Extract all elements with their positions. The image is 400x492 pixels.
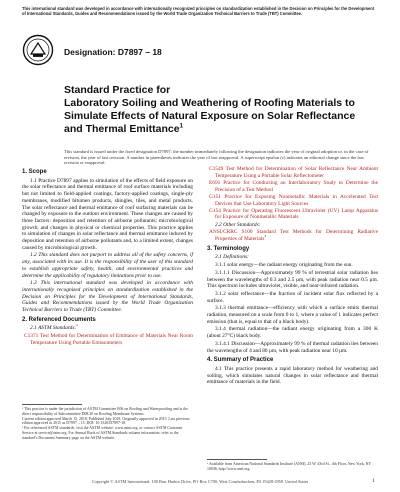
astm-logo-icon xyxy=(22,34,54,66)
section-heading-summary: 4. Summary of Practice xyxy=(207,357,274,364)
title-line-2: Simulate Effects of Natural Exposure on Solar Reflectance xyxy=(64,110,356,122)
page-number: 1 xyxy=(372,479,375,484)
paragraph-3-1-4: 3.1.4 thermal radiation—the radiant energy originating from a 300 K (about 27°C) black body. xyxy=(207,326,378,340)
designation: Designation: D7897 – 18 xyxy=(64,47,162,57)
reference-c1549 xyxy=(207,166,378,179)
reference-c1371 xyxy=(22,333,193,346)
reference-title-e691: Practice for Conducting an Interlaboratory Study to Determine the Precision of a Test Method xyxy=(215,179,378,193)
right-column xyxy=(207,166,378,387)
reference-title-g151: Practice for Exposing Nonmetallic Materials in Accelerated Test Devices that Use Laboratory Light Sources xyxy=(215,193,378,207)
document-title xyxy=(64,84,364,136)
reference-title-ansi-crrc: Standard Test Methods for Determining Radiative Properties of Materials xyxy=(215,229,378,243)
reference-link-g154[interactable]: G154 xyxy=(209,207,221,214)
reference-link-g151[interactable]: G151 xyxy=(209,193,221,200)
title-footnote-marker: 1 xyxy=(179,122,184,130)
footnote-marker-3: 3 xyxy=(264,234,267,239)
reference-ansi-crrc xyxy=(207,229,378,242)
paragraph-2-1-text: 2.1 ASTM Standards: xyxy=(30,325,77,332)
reference-g151 xyxy=(207,194,378,207)
footnote-marker-2: 2 xyxy=(76,323,78,328)
footnote-divider-left xyxy=(22,404,82,405)
reference-g154 xyxy=(207,208,378,221)
paragraph-3-1-2: 3.1.2 solar reflectance—the fraction of incident solar flux reflected by a surface. xyxy=(207,290,378,304)
reference-title-g154: Practice for Operating Fluorescent Ultraviolet (UV) Lamp Apparatus for Exposure of Nonmetallic Materials xyxy=(215,207,378,221)
paragraph-3-1: 3.1 Definitions: xyxy=(215,254,249,261)
paragraph-1-3: 1.3 This international standard was developed in accordance with internationally recognized principles on standardization established in the Decision on Principles for the Development of International Standards, Guides and Recommendations issued by the World Trade Organization Technical Barriers to Trade (TBT) Committee. xyxy=(22,280,193,314)
reference-title-c1371: Test Method for Determination of Emittance of Materials Near Room Temperature Using Portable Emissometers xyxy=(30,333,193,346)
paragraph-3-1-3: 3.1.3 thermal emittance—efficiency with which a surface emits thermal radiation, measured on a scale from 0 to 1, where a value of 1 indicates perfect emission (that is, equal to that of a black body). xyxy=(207,305,378,325)
footnotes-left xyxy=(22,407,193,441)
footnote-2: ² For referenced ASTM standards, visit the ASTM website, www.astm.org, or contact ASTM Customer Service at service@astm.org. For Annual Book of ASTM Standards volume information, refer to the standard's Document Summary page on the ASTM website. xyxy=(22,426,183,440)
paragraph-3-1-4-1: 3.1.4.1 Discussion—Approximately 99 % of thermal radiation lies between the wavelengths of 4 and 80 μm, with peak radiation near 10 μm. xyxy=(207,340,378,354)
paragraph-3-1-1: 3.1.1 solar energy—the radiant energy originating from the sun. xyxy=(215,262,353,269)
standardization-notice: This international standard was developed in accordance with internationally recognized principles on standardization established in the Decision on Principles for the Development of International Standards, Guides and Recommendations issued by the World Trade Organization Technical Barriers to Trade (TBT) Committee. xyxy=(22,6,375,16)
footnotes-right xyxy=(207,462,378,472)
standard-issuance-note: This standard is issued under the fixed designation D7897; the number immediately following the designation indicates the year of original adoption or, in the case of revision, the year of last revision. A number in parentheses indicates the year of last reapproval. A superscript epsilon (ε) indicates an editorial change since the last revision or reapproval. xyxy=(64,149,369,166)
title-prefix: Standard Practice for xyxy=(64,84,171,96)
footnote-divider-right xyxy=(207,459,267,460)
title-line-1: Laboratory Soiling and Weathering of Roofing Materials to xyxy=(64,97,355,109)
reference-link-e691[interactable]: E691 xyxy=(209,179,221,186)
reference-title-c1549: Test Method for Determination of Solar Reflectance Near Ambient Temperature Using a Portable Solar Reflectometer xyxy=(215,166,378,179)
footnote-1-edition: Current edition approved March 15, 2018. Published July 2018. Originally approved in 2015. Last previous edition approved in 2015 as D7897 – 15. DOI: 10.1520/D7897-18. xyxy=(22,416,190,426)
reference-link-c1371[interactable]: C1371 xyxy=(24,333,39,340)
footnote-3: ³ Available from American National Standards Institute (ANSI), 25 W. 43rd St., 4th Floor, New York, NY 10036, http://www.ansi.org. xyxy=(207,462,372,471)
left-column xyxy=(22,166,193,347)
title-line-3 xyxy=(64,123,364,136)
paragraph-1-2: 1.2 This standard does not purport to address all of the safety concerns, if any, associated with its use. It is the responsibility of the user of this standard to establish appropriate safety, health, and environmental practices and determine the applicability of regulatory limitations prior to use. xyxy=(22,252,193,279)
footnote-1: ¹ This practice is under the jurisdiction of ASTM Committee E06 on Roofing and Waterproofing and is the direct responsibility of Subcommittee D08.20 on Roofing Membrane Systems. xyxy=(22,407,188,416)
section-heading-referenced-documents: 2. Referenced Documents xyxy=(22,316,96,323)
paragraph-2-1 xyxy=(22,325,193,332)
reference-link-ansi-crrc[interactable]: ANSI/CRRC S100 xyxy=(209,229,253,236)
paragraph-1-1: 1.1 Practice D7897 applies to simulation of the effects of field exposure on the solar reflectance and thermal emittance of roof surface materials including but not limited to field-applied coatings, factory-applied coatings, single-ply membranes, modified bitumen products, shingles, tiles, and metal products. The solar reflectance and thermal emittance of roof surfacing materials can be changed by exposure to the outdoor environment. These changes are caused by three factors: deposition and retention of airborne pollutants; microbiological growth; and changes in physical or chemical properties. This practice applies to simulation of changes in solar reflectance and thermal emittance induced by deposition and retention of airborne pollutants and, to a limited extent, changes caused by microbiological growth. xyxy=(22,177,193,251)
title-line-3-text: and Thermal Emittance xyxy=(64,123,180,135)
paragraph-4-1: 4.1 This practice presents a rapid laboratory method for weathering and soiling, which simulates natural changes in solar reflectance and thermal emittance of materials in the field. xyxy=(207,365,378,386)
paragraph-2-2: 2.2 Other Standards: xyxy=(215,221,261,228)
reference-e691 xyxy=(207,180,378,193)
reference-link-c1549[interactable]: C1549 xyxy=(209,166,224,172)
section-heading-terminology: 3. Terminology xyxy=(207,245,250,252)
section-heading-scope: 1. Scope xyxy=(22,169,47,175)
copyright-footer: Copyright © ASTM International, 100 Barr Harbor Drive, PO Box C700, West Conshohocken, PA 19428-2959. United States xyxy=(91,479,309,484)
paragraph-3-1-1-1: 3.1.1.1 Discussion—Approximately 99 % of terrestrial solar radiation lies between the wavelengths of 0.3 and 2.5 μm, with peak radiation near 0.5 μm. This spectrum includes ultraviolet, visible, and near-infrared radiation. xyxy=(207,269,378,290)
